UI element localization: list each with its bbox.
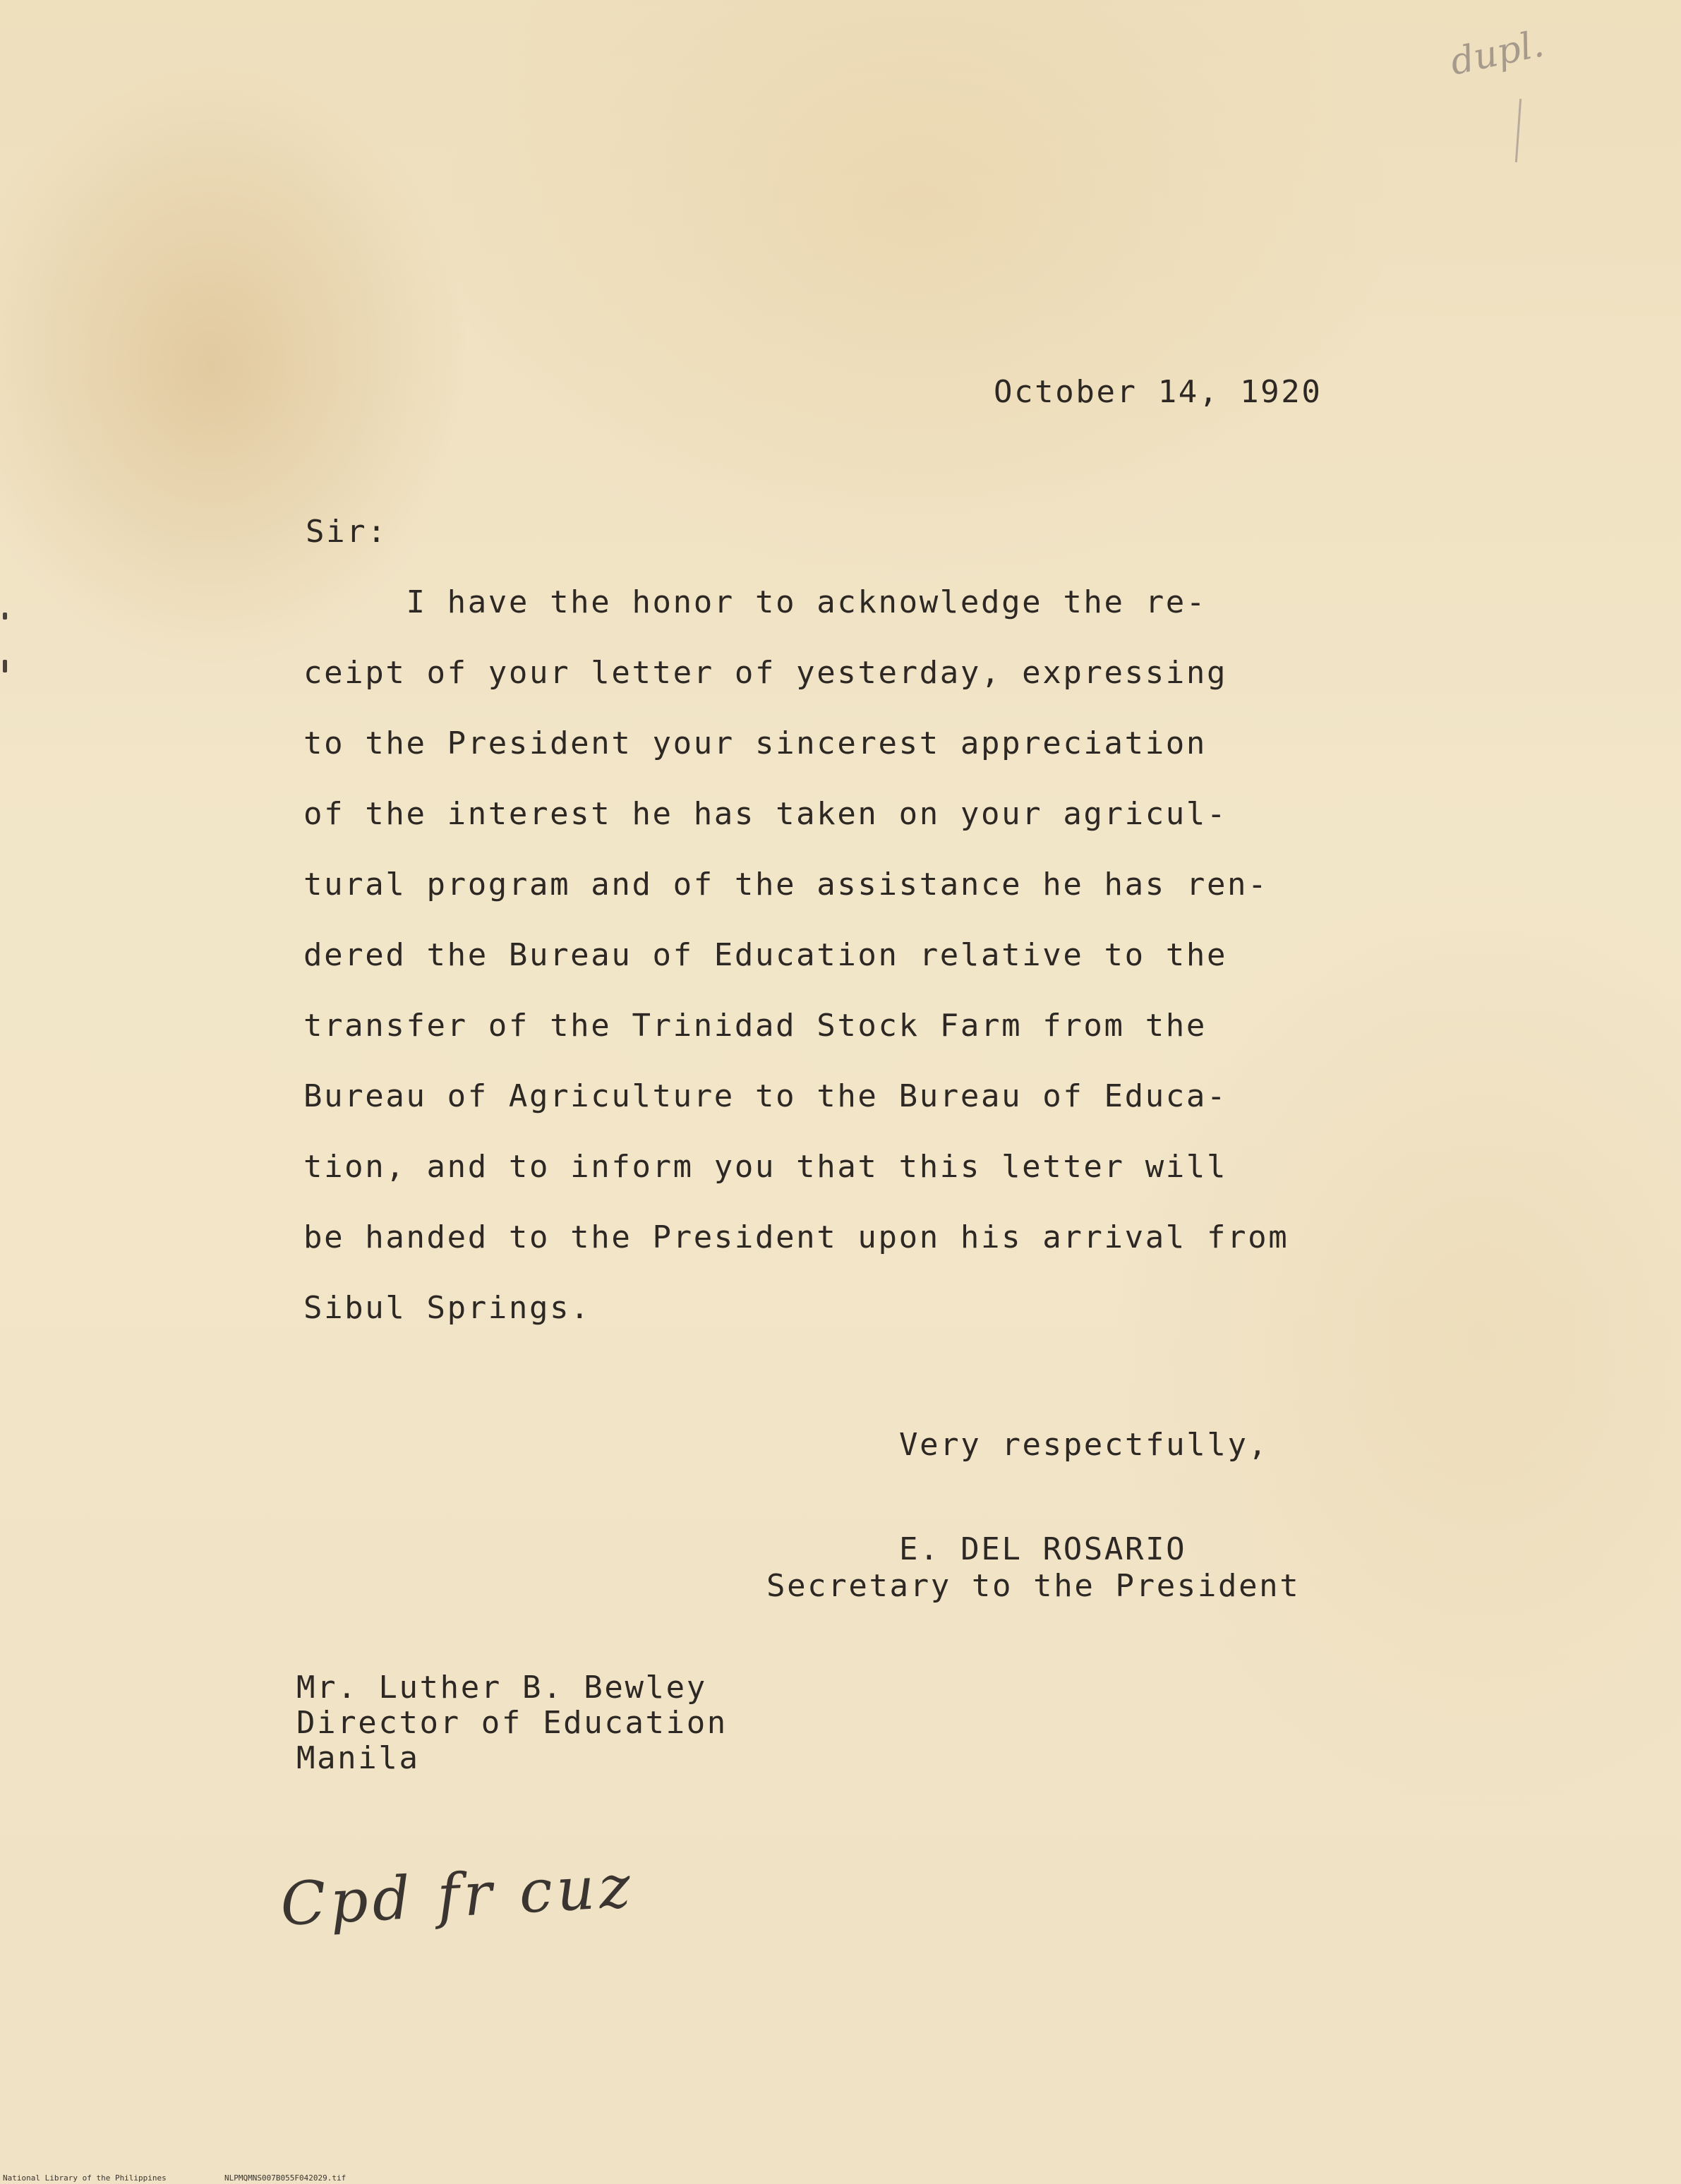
body-line: Bureau of Agriculture to the Bureau of Educa- bbox=[303, 1078, 1228, 1114]
recipient-title: Director of Education bbox=[296, 1705, 728, 1741]
body-line: ceipt of your letter of yesterday, expressing bbox=[303, 655, 1228, 691]
edge-mark bbox=[3, 660, 7, 672]
pencil-stroke bbox=[1515, 99, 1522, 162]
body-line: to the President your sincerest appreciation bbox=[303, 725, 1207, 761]
body-line: dered the Bureau of Education relative to the bbox=[303, 937, 1228, 973]
salutation: Sir: bbox=[306, 514, 388, 550]
signer-name: E. DEL ROSARIO bbox=[899, 1531, 1187, 1567]
recipient-name: Mr. Luther B. Bewley bbox=[296, 1670, 707, 1706]
closing: Very respectfully, bbox=[899, 1427, 1269, 1463]
body-line: of the interest he has taken on your agricul- bbox=[303, 796, 1228, 832]
footer-filename: NLPMQMNS007B055F042029.tif bbox=[224, 2173, 347, 2183]
body-line: tion, and to inform you that this letter will bbox=[303, 1149, 1228, 1185]
body-line: be handed to the President upon his arrival from bbox=[303, 1219, 1289, 1255]
footer-library: National Library of the Philippines bbox=[3, 2173, 167, 2183]
handwritten-note: Cpd fr cuz bbox=[279, 1851, 637, 1939]
recipient-city: Manila bbox=[296, 1740, 420, 1776]
body-line: Sibul Springs. bbox=[303, 1290, 591, 1326]
edge-mark bbox=[3, 613, 7, 620]
signer-title: Secretary to the President bbox=[766, 1568, 1301, 1604]
body-line: I have the honor to acknowledge the re- bbox=[303, 584, 1207, 620]
body-line: tural program and of the assistance he has ren- bbox=[303, 867, 1269, 903]
body-line: transfer of the Trinidad Stock Farm from the bbox=[303, 1008, 1207, 1044]
handwritten-top-note: dupl. bbox=[1447, 23, 1548, 84]
letter-date: October 14, 1920 bbox=[994, 374, 1322, 410]
